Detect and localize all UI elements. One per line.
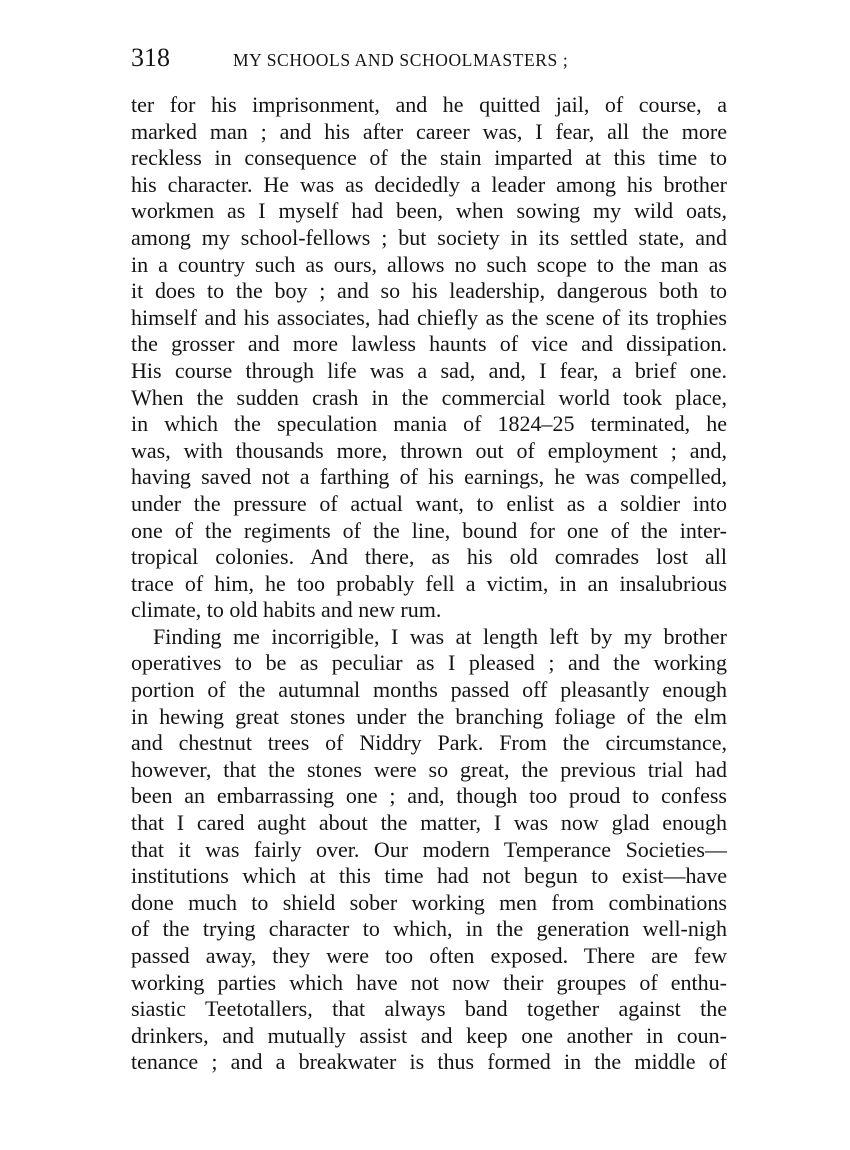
text-line: one of the regiments of the line, bound for one of the inter- [131, 517, 727, 543]
text-line: His course through life was a sad, and, I fear, a brief one. [131, 357, 727, 383]
text-line: passed away, they were too often exposed. There are few [131, 943, 727, 968]
text-line: marked man ; and his after career was, I fear, all the more [131, 118, 727, 144]
text-line: tropical colonies. And there, as his old comrades lost all [131, 544, 727, 570]
text-line: portion of the autumnal months passed off pleasantly enough [131, 677, 727, 703]
text-line: the grosser and more lawless haunts of vice and dissipation. [131, 331, 727, 357]
text-line: ter for his imprisonment, and he quitted jail, of course, a [131, 92, 727, 117]
text-line: under the pressure of actual want, to enlist as a soldier into [131, 490, 727, 516]
text-line: workmen as I myself had been, when sowing my wild oats, [131, 198, 727, 224]
text-line: that it was fairly over. Our modern Temperance Societies— [131, 836, 727, 862]
text-line: climate, to old habits and new rum. [131, 597, 442, 623]
text-line: that I cared aught about the matter, I was now glad enough [131, 810, 727, 836]
text-line: done much to shield sober working men from combinations [131, 889, 727, 915]
text-line: working parties which have not now their groupes of enthu- [131, 969, 727, 995]
paragraph [131, 624, 727, 1076]
text-line: reckless in consequence of the stain imparted at this time to [131, 145, 727, 171]
text-line: having saved not a farthing of his earnings, he was compelled, [131, 464, 727, 490]
text-line: in a country such as ours, allows no such scope to the man as [131, 251, 727, 277]
text-line: institutions which at this time had not begun to exist—have [131, 863, 727, 889]
text-line: in which the speculation mania of 1824–25 terminated, he [131, 411, 727, 437]
page-header [131, 38, 731, 78]
text-line: among my school-fellows ; but society in its settled state, and [131, 224, 727, 250]
text-line: of the trying character to which, in the generation well-nigh [131, 916, 727, 942]
text-line: When the sudden crash in the commercial world took place, [131, 384, 727, 410]
text-line: tenance ; and a breakwater is thus formed in the middle of [131, 1049, 727, 1075]
text-line: himself and his associates, had chiefly as the scene of its trophies [131, 304, 727, 330]
running-title: MY SCHOOLS AND SCHOOLMASTERS ; [233, 50, 569, 70]
text-line: operatives to be as peculiar as I pleased ; and the working [131, 650, 727, 676]
text-line: siastic Teetotallers, that always band together against the [131, 996, 727, 1022]
text-line: in hewing great stones under the branching foliage of the elm [131, 703, 727, 729]
text-line: Finding me incorrigible, I was at length left by my brother [153, 623, 727, 649]
paragraph [131, 92, 727, 624]
text-line: however, that the stones were so great, the previous trial had [131, 756, 727, 782]
text-line: drinkers, and mutually assist and keep one another in coun- [131, 1022, 727, 1048]
page-number: 318 [131, 43, 170, 72]
text-line: trace of him, he too probably fell a victim, in an insalubrious [131, 570, 727, 596]
text-line: his character. He was as decidedly a leader among his brother [131, 171, 727, 197]
text-line: it does to the boy ; and so his leadership, dangerous both to [131, 278, 727, 304]
text-line: been an embarrassing one ; and, though too proud to confess [131, 783, 727, 809]
text-line: was, with thousands more, thrown out of employment ; and, [131, 437, 727, 463]
text-line: and chestnut trees of Niddry Park. From the circumstance, [131, 730, 727, 756]
body-text [131, 92, 727, 1076]
